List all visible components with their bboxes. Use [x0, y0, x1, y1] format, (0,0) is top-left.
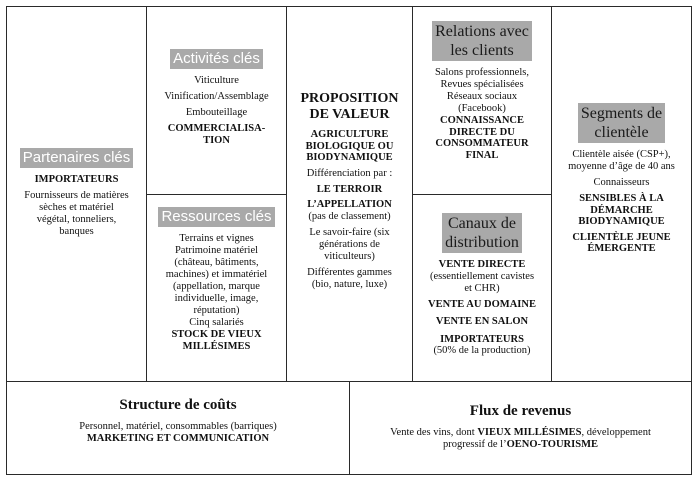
relations-connaissance: DIRECTE DU — [449, 126, 515, 138]
relations-line: Salons professionnels, — [435, 67, 529, 78]
canaux-title-line1: Canaux de — [448, 215, 516, 232]
canaux-importateurs: IMPORTATEURS — [440, 333, 524, 345]
partenaires-line: sèches et matériel — [39, 201, 114, 213]
relations-connaissance: CONSOMMATEUR — [435, 138, 529, 149]
ressources-stock: MILLÉSIMES — [182, 340, 251, 352]
partenaires-line: Fournisseurs de matières — [24, 189, 129, 201]
ressources-line: (château, bâtiments, — [174, 257, 259, 268]
segments-clientele-block — [551, 6, 692, 382]
couts-line: Personnel, matériel, consommables (barriques) — [79, 421, 277, 432]
segments-jeune: CLIENTÈLE JEUNE — [572, 231, 671, 243]
relations-line: (Facebook) — [458, 103, 506, 114]
proposition-bio: BIOLOGIQUE OU — [305, 140, 394, 152]
couts-marketing: MARKETING ET COMMUNICATION — [86, 433, 270, 444]
relations-line: Revues spécialisées — [440, 79, 524, 90]
canaux-line: (50% de la production) — [433, 345, 531, 356]
canaux-vente-directe: VENTE DIRECTE — [438, 259, 526, 270]
ressources-line: Terrains et vignes — [179, 233, 254, 244]
segments-line: moyenne d’âge de 40 ans — [568, 161, 675, 172]
structure-couts-block — [6, 381, 350, 475]
proposition-terroir: LE TERROIR — [316, 183, 383, 195]
couts-title: Structure de coûts — [119, 397, 237, 413]
revenus-line — [350, 439, 691, 451]
revenus-vieux-millesimes: VIEUX MILLÉSIMES — [477, 427, 582, 438]
segments-line: Clientèle aisée (CSP+), — [572, 149, 671, 160]
proposition-appellation: L’APPELLATION — [307, 199, 392, 210]
canaux-distribution-block — [412, 194, 552, 382]
activites-cles-title: Activités clés — [170, 49, 263, 69]
proposition-title: PROPOSITION — [300, 91, 399, 106]
relations-title-line1: Relations avec — [435, 23, 529, 40]
relations-connaissance: CONNAISSANCE — [439, 115, 524, 126]
flux-revenus-block — [349, 381, 692, 475]
proposition-bio: BIODYNAMIQUE — [306, 152, 393, 163]
proposition-line: viticulteurs) — [324, 250, 375, 262]
segments-title-line2: clientèle — [594, 124, 649, 141]
ressources-cles-title: Ressources clés — [158, 207, 274, 227]
proposition-valeur-block — [286, 6, 413, 382]
relations-title — [432, 21, 532, 61]
canaux-line: et CHR) — [464, 282, 500, 294]
segments-jeune: ÉMERGENTE — [587, 243, 656, 254]
segments-sensibles: SENSIBLES À LA — [579, 193, 664, 204]
relations-connaissance: FINAL — [465, 149, 499, 161]
partenaires-line: banques — [59, 225, 94, 237]
activites-cles-block — [146, 6, 287, 195]
revenus-title: Flux de revenus — [469, 403, 572, 419]
revenus-text: Vente des vins, dont — [390, 427, 478, 438]
segments-title — [578, 103, 665, 143]
proposition-line: (bio, nature, luxe) — [311, 278, 388, 290]
segments-sensibles: DÉMARCHE — [590, 204, 653, 216]
relations-line: Réseaux sociaux — [446, 91, 518, 102]
revenus-oenotourisme: OENO-TOURISME — [506, 439, 598, 450]
ressources-cles-block — [146, 194, 287, 382]
canaux-vente-salon: VENTE EN SALON — [435, 316, 529, 327]
segments-sensibles: BIODYNAMIQUE — [578, 216, 665, 227]
revenus-text: progressif de l’ — [443, 439, 507, 450]
relations-title-line2: les clients — [450, 42, 514, 59]
segments-line: Connaisseurs — [593, 177, 650, 188]
canaux-title — [442, 213, 522, 253]
partenaires-cles-title: Partenaires clés — [20, 148, 134, 168]
proposition-line: générations de — [319, 238, 380, 250]
ressources-line: réputation) — [193, 305, 240, 316]
ressources-stock: STOCK DE VIEUX — [171, 329, 262, 340]
revenus-text: , développement — [581, 427, 651, 438]
ressources-line: individuelle, image, — [174, 293, 259, 304]
proposition-line: (pas de classement) — [308, 210, 391, 222]
relations-clients-block — [412, 6, 552, 195]
activites-line: Viticulture — [194, 75, 239, 86]
ressources-line: Patrimoine matériel — [174, 245, 259, 256]
activites-line: Vinification/Assemblage — [164, 91, 269, 102]
partenaires-importateurs: IMPORTATEURS — [34, 174, 119, 185]
activites-commercialisation: COMMERCIALISA- — [167, 123, 266, 134]
proposition-line: Différentes gammes — [307, 266, 392, 278]
canaux-line: (essentiellement cavistes — [429, 270, 535, 282]
canaux-vente-domaine: VENTE AU DOMAINE — [428, 298, 536, 310]
partenaires-cles-block — [6, 6, 147, 382]
proposition-title: DE VALEUR — [309, 107, 390, 122]
activites-commercialisation: TION — [203, 134, 230, 146]
canaux-title-line2: distribution — [445, 234, 519, 251]
revenus-line — [350, 427, 691, 439]
activites-line: Embouteillage — [185, 107, 248, 118]
proposition-line: Le savoir-faire (six — [309, 226, 390, 238]
proposition-line: Différenciation par : — [306, 167, 393, 179]
segments-title-line1: Segments de — [580, 105, 663, 122]
ressources-line: Cinq salariés — [189, 317, 244, 328]
ressources-line: (appellation, marque — [173, 281, 260, 292]
ressources-line: machines) et immatériel — [165, 269, 268, 280]
proposition-bio: AGRICULTURE — [310, 129, 389, 140]
partenaires-line: végétal, tonneliers, — [36, 213, 117, 225]
